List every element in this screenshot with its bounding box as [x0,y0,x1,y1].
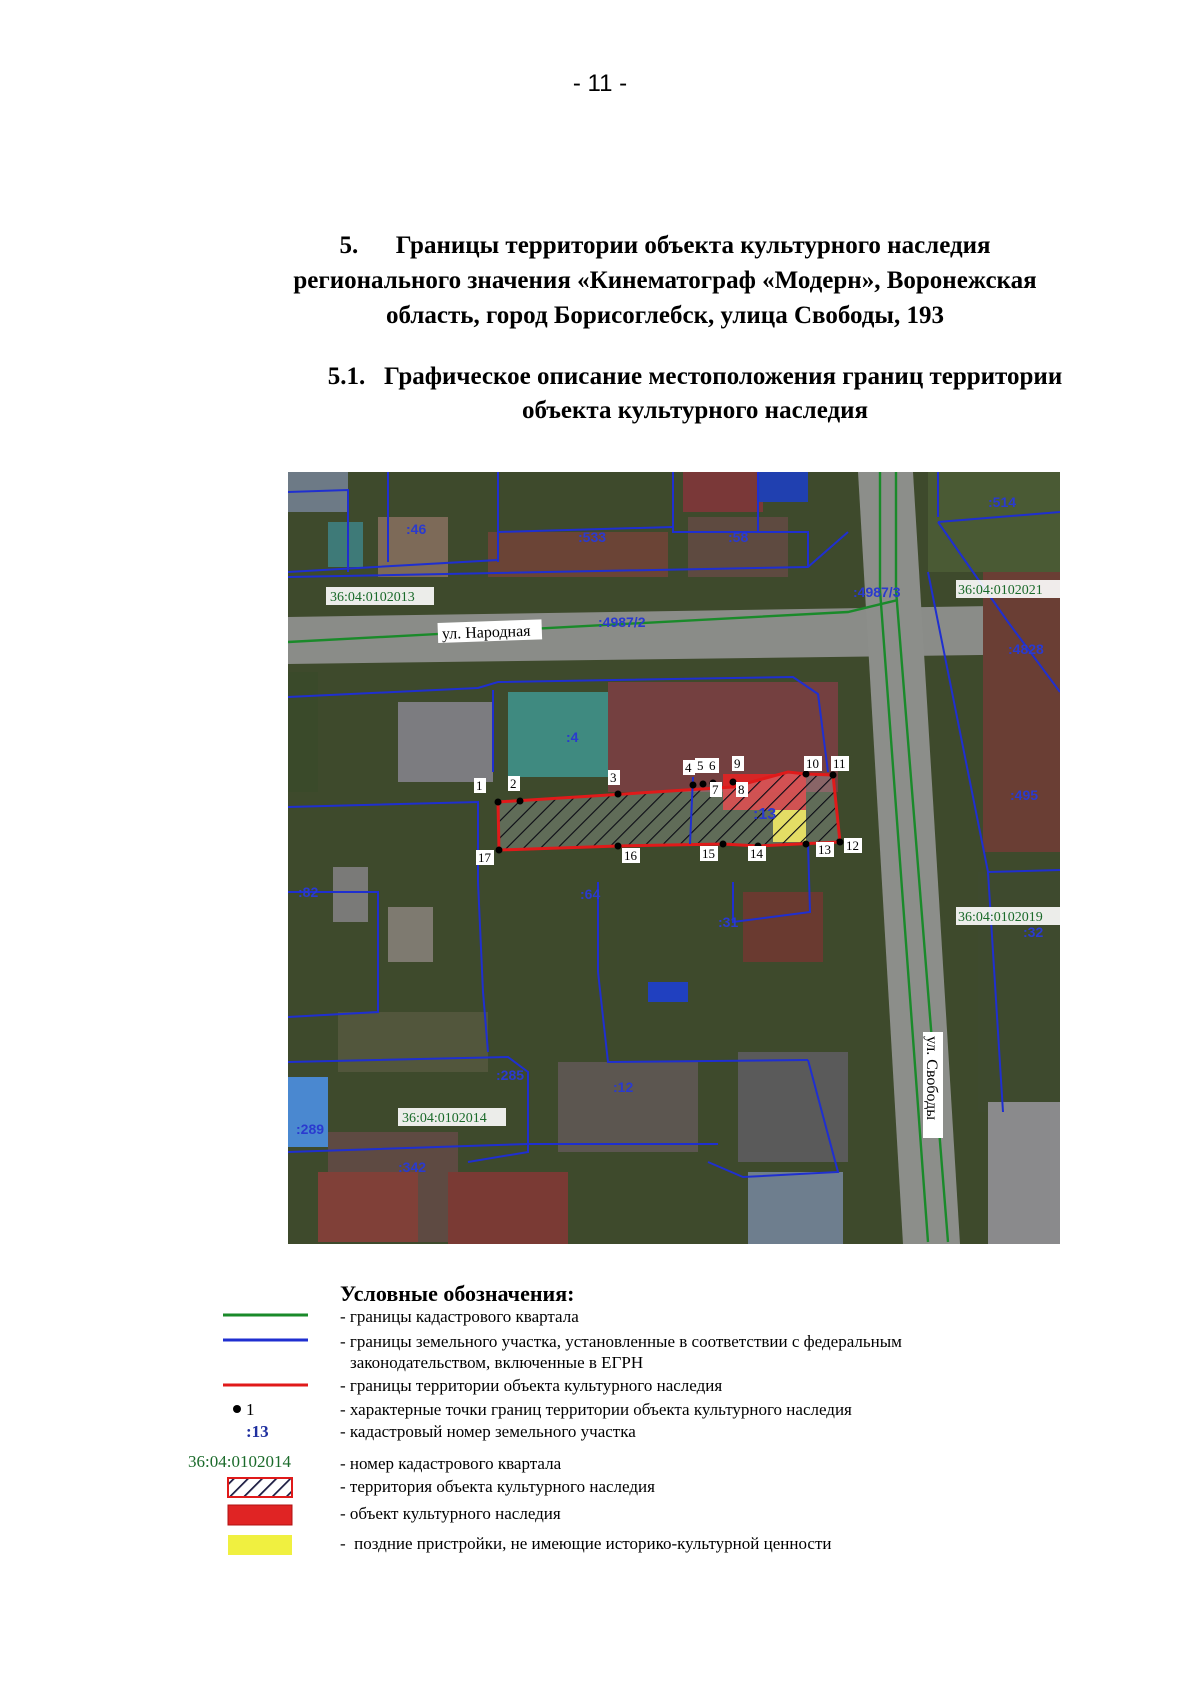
quarter-label: 36:04:0102014 [402,1111,487,1126]
parcel-label: :533 [578,529,607,545]
section-heading-line: регионального значения «Кинематограф «Модерн», Воронежская [293,267,1037,294]
legend-item: - объект культурного наследия [340,1504,561,1523]
legend-item: - номер кадастрового квартала [340,1454,562,1473]
legend-item: - границы земельного участка, установленные в соответствии с федеральным [340,1332,902,1351]
quarter-label: 36:04:0102019 [958,910,1043,925]
cadastral-map [288,472,1060,1244]
parcel-label: :4 [566,729,579,745]
section-heading-line: область, город Борисоглебск, улица Свободы, 193 [386,302,944,329]
page-number: - 11 - [572,70,628,97]
legend-sample-quarter: 36:04:0102014 [188,1452,291,1471]
point-label: 9 [734,756,741,771]
quarter-label: 36:04:0102021 [958,583,1043,598]
street-label-svobody: ул. Свободы [923,1036,940,1120]
point-label: 7 [712,782,719,797]
parcel-label: :4828 [1008,641,1044,657]
point-label: 14 [750,846,763,861]
quarter-label: 36:04:0102013 [330,590,415,605]
parcel-label: :82 [298,884,319,900]
parcel-label: :4987/2 [598,614,646,630]
legend-object-swatch [228,1505,292,1525]
parcel-label: :46 [406,521,427,537]
legend-item: - поздние пристройки, не имеющие историко-культурной ценности [340,1534,832,1553]
point-label: 16 [624,848,637,863]
parcel-label: :342 [398,1159,427,1175]
subsection-heading-line: объекта культурного наследия [521,397,869,424]
parcel-label: :514 [988,494,1017,510]
legend-sample-point: 1 [246,1400,255,1419]
legend-title: Условные обозначения: [340,1281,575,1306]
legend-item: законодательством, включенные в ЕГРН [350,1353,644,1372]
parcel-label: :495 [1010,787,1039,803]
legend-item: - кадастровый номер земельного участка [340,1422,636,1441]
parcel-label: :289 [296,1121,325,1137]
parcel-label: :13 [753,806,777,823]
legend-additions-swatch [228,1535,292,1555]
point-label: 4 [685,760,692,775]
point-label: 5 [697,758,704,773]
section-heading-line: 5. Границы территории объекта культурного наследия [339,232,991,259]
legend-territory-swatch [228,1478,292,1497]
parcel-label: :58 [728,529,749,545]
parcel-label: :32 [1023,924,1044,940]
point-label: 3 [610,770,617,785]
legend-item: - границы кадастрового квартала [340,1307,579,1326]
legend-item: - характерные точки границ территории объекта культурного наследия [340,1400,852,1419]
point-label: 10 [806,756,819,771]
section-heading [240,228,1090,333]
legend-point-dot [233,1405,241,1413]
parcel-label: :64 [580,886,601,902]
point-label: 8 [738,782,745,797]
legend-sample-parcel: :13 [246,1422,269,1441]
subsection-heading [260,360,1130,428]
street-label-narodnaya: ул. Народная [441,622,531,643]
point-label: 6 [709,758,716,773]
point-label: 17 [478,850,491,865]
point-label: 15 [702,846,715,861]
point-label: 12 [846,838,859,853]
point-label: 2 [510,776,517,791]
parcel-label: :285 [496,1067,525,1083]
parcel-label: :31 [718,914,739,930]
point-label: 13 [818,842,831,857]
point-label: 1 [476,778,483,793]
point-label: 11 [833,756,846,771]
legend-item: - территория объекта культурного наследия [340,1477,655,1496]
legend-item: - границы территории объекта культурного наследия [340,1376,723,1395]
parcel-label: :4987/3 [853,584,901,600]
parcel-label: :12 [613,1079,634,1095]
subsection-heading-line: 5.1. Графическое описание местоположения границ территории [327,363,1063,390]
